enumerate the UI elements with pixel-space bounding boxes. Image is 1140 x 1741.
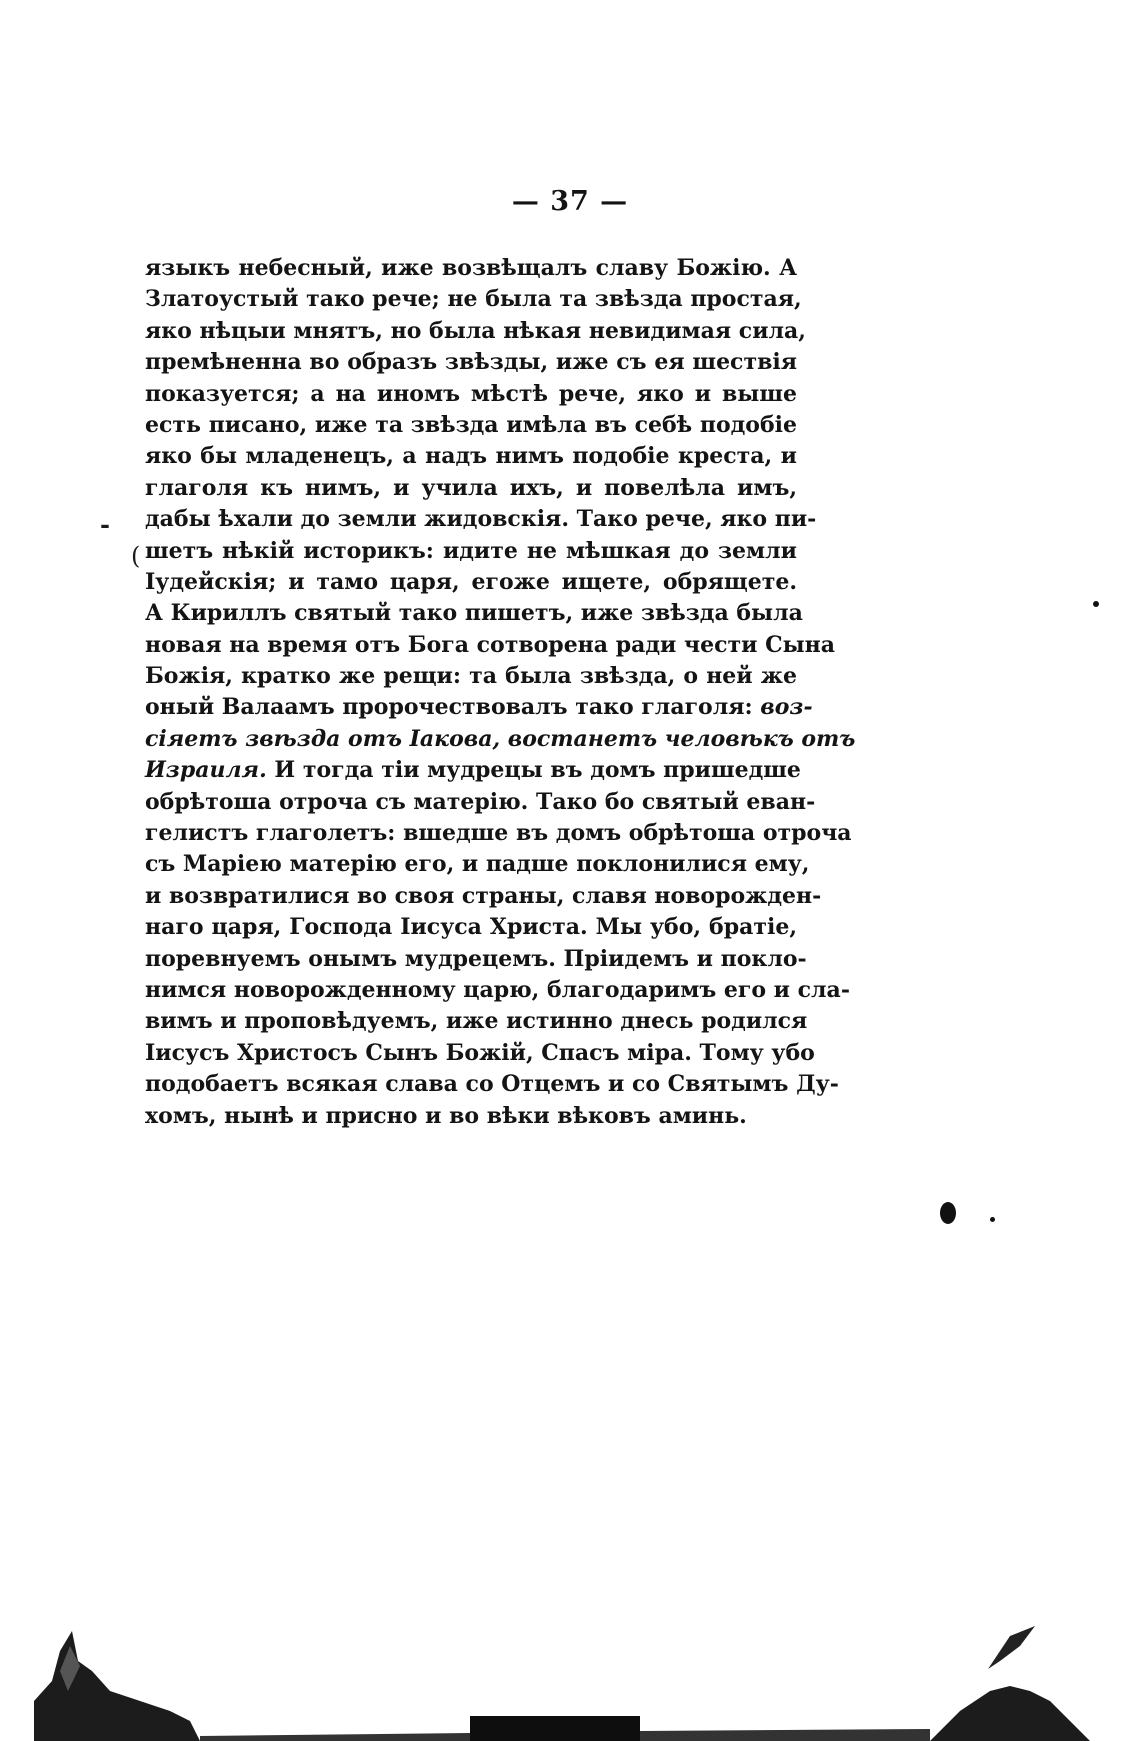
text-line-content: Божія, кратко же рещи: та была звѣзда, о ней же [145,663,797,690]
text-line [145,630,836,661]
text-line [145,755,801,786]
text-line [145,284,802,315]
ink-speck [990,1217,995,1222]
scan-smudge [0,1551,1140,1741]
text-line-content: шетъ нѣкій историкъ: идите не мѣшкая до земли [145,537,797,564]
text-line [145,1038,815,1069]
text-line-content: обрѣтоша отроча съ матерію. Тако бо святый еван- [145,788,816,815]
text-line-content: дабы ѣхали до земли жидовскія. Тако рече, яко пи- [145,506,817,533]
text-line-content: Іудейскія; и тамо царя, егоже ищете, обрящете. [145,568,797,595]
text-line-content: глаголя къ нимъ, и учила ихъ, и повелѣла имъ, [145,474,797,501]
text-line [145,347,797,378]
text-line-pre: оный Валаамъ пророчествовалъ тако глаголя: [145,694,761,721]
text-line-content: языкъ небесный, иже возвѣщалъ славу Божію. А [145,255,797,281]
ink-speck [940,1202,956,1224]
text-line [145,944,807,975]
margin-paren: ( [131,542,141,570]
text-line [145,661,797,692]
text-line [145,881,822,912]
margin-dash: - [100,510,110,539]
text-line [145,473,797,504]
text-line [145,504,817,535]
text-line-post: И тогда тіи мудрецы въ домъ пришедше [266,757,801,784]
text-line-content: подобаетъ всякая слава со Отцемъ и со Святымъ Ду- [145,1071,839,1098]
text-line [145,379,797,410]
text-line-content: яко бы младенецъ, а надъ нимъ подобіе креста, и [145,443,797,470]
text-line-content: новая на время отъ Бога сотворена ради чести Сына [145,631,836,658]
text-line [145,1101,797,1132]
text-line-content: Златоустый тако рече; не была та звѣзда простая, [145,286,802,313]
text-line [145,410,797,441]
text-line [145,818,852,849]
text-line-content: и возвратилися во своя страны, славя новорожден- [145,882,822,909]
text-line-content: есть писано, иже та звѣзда имѣла въ себѣ подобіе [145,411,797,438]
text-line-content: хомъ, нынѣ и присно и во вѣки вѣковъ аминь. [145,1102,747,1129]
text-line-content: Іисусъ Христосъ Сынъ Божій, Спасъ міра. Тому убо [145,1039,815,1066]
body-text [145,253,856,1132]
text-line-italic: Израиля. [145,757,267,784]
text-line [145,975,850,1006]
text-line-content: А Кириллъ святый тако пишетъ, иже звѣзда была [145,600,803,627]
text-line [145,724,856,755]
text-line-content: поревнуемъ онымъ мудрецемъ. Пріидемъ и покло- [145,945,807,972]
text-line [145,1069,839,1100]
text-line-content: наго царя, Господа Іисуса Христа. Мы убо, братіе, [145,914,797,941]
text-line [145,849,810,880]
text-line-content: премѣненна во образъ звѣзды, иже съ ея шествія [145,349,797,376]
text-line-content: яко нѣцыи мнятъ, но была нѣкая невидимая сила, [145,317,806,344]
text-line-content: гелистъ глаголетъ: вшедше въ домъ обрѣтоша отроча [145,820,852,847]
page-number: — 37 — [511,186,629,217]
text-line-content: съ Маріею матерію его, и падше поклонилися ему, [145,851,810,878]
text-line-italic: сіяетъ звѣзда отъ Іакова, востанетъ человѣкъ отъ [145,725,856,752]
text-line-content: нимся новорожденному царю, благодаримъ его и сла- [145,976,850,1003]
text-line [145,253,797,284]
text-line [145,316,806,347]
text-line [145,441,797,472]
text-line-content: показуется; а на иномъ мѣстѣ рече, яко и выше [145,380,797,407]
text-line-content: вимъ и проповѣдуемъ, иже истинно днесь родился [145,1008,808,1035]
text-line [145,567,797,598]
text-line [145,912,797,943]
text-line [145,692,813,723]
text-line [145,536,797,567]
text-line-italic: воз- [760,694,813,721]
text-line [145,787,816,818]
text-line [145,598,803,629]
ink-speck [1093,601,1099,607]
text-line [145,1006,808,1037]
